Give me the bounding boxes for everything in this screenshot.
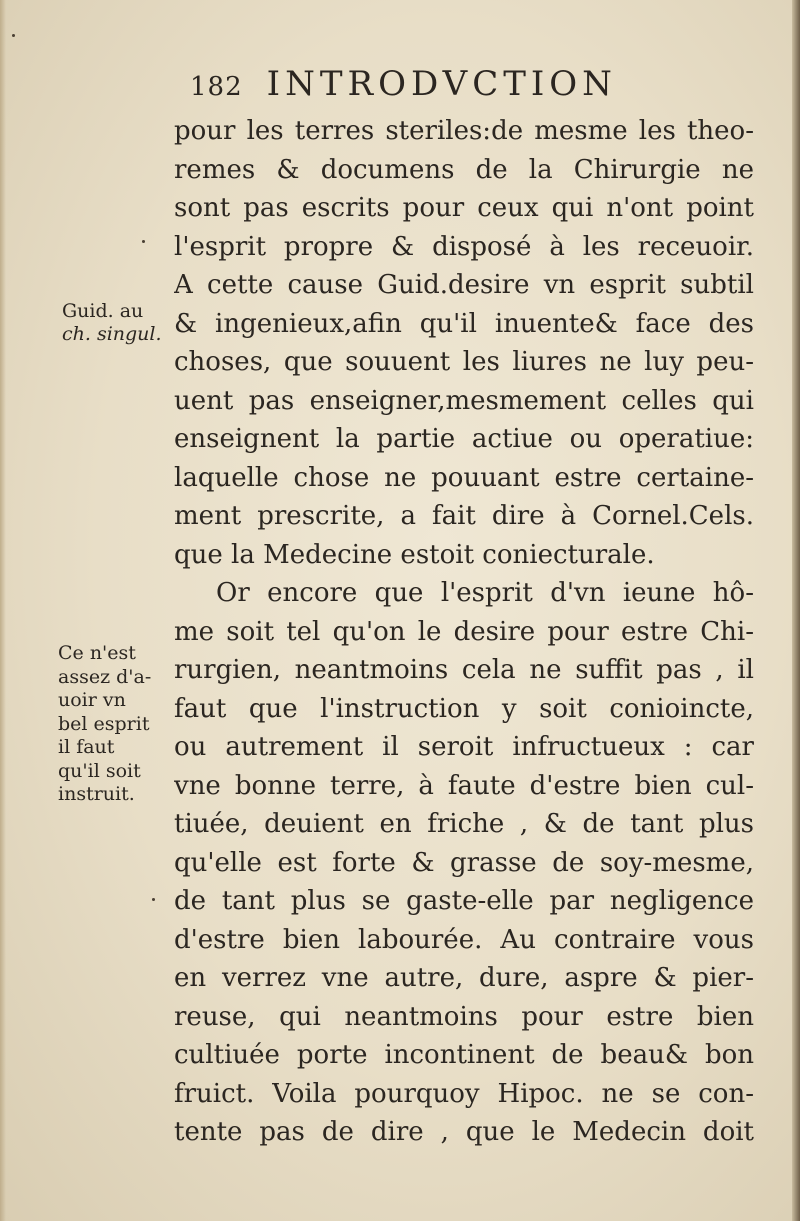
book-spine-shadow [792,0,800,1221]
text-line: fruict. Voila pourquoy Hipoc. ne se con- [174,1078,754,1109]
text-line: tente pas de dire , que le Medecin doit [174,1117,754,1147]
margin-note-line: il faut [58,736,115,758]
text-line: que la Medecine estoit coniecturale. [174,539,655,570]
margin-note-line: qu'il soit [58,759,141,782]
text-line: ou autrement il seroit infructueux : car [174,732,754,762]
text-line: sont pas escrits pour ceux qui n'ont point [174,193,754,223]
text-line: reuse, qui neantmoins pour estre bien [174,1001,754,1032]
page-left-edge [0,0,6,1221]
text-line: me soit tel qu'on le desire pour estre Chi- [174,616,754,647]
main-text-block [174,112,754,1152]
margin-note-line: instruit. [58,783,135,805]
text-line: & ingenieux,afin qu'il inuente& face des [174,308,754,339]
text-line: pour les terres steriles:de mesme les theo- [174,116,754,146]
ink-speck [152,898,155,901]
text-line: remes & documens de la Chirurgie ne [174,154,754,185]
text-line: uent pas enseigner,mesmement celles qui [174,385,754,416]
text-line: laquelle chose ne pouuant estre certaine- [174,462,754,493]
margin-note-line: bel esprit [58,712,150,735]
text-line: tiuée, deuient en friche , & de tant plus [174,809,754,839]
running-head: INTRODVCTION [266,64,617,104]
text-line: en verrez vne autre, dure, aspre & pier- [174,963,754,993]
page-header [190,64,750,110]
text-line: vne bonne terre, à faute d'estre bien cul- [174,770,754,801]
margin-note-line: ch. singul. [62,323,162,345]
text-line: qu'elle est forte & grasse de soy-mesme, [174,847,754,878]
text-line: A cette cause Guid.desire vn esprit subtil [174,270,754,300]
text-line: rurgien, neantmoins cela ne suffit pas , il [174,655,754,685]
margin-note-guid [62,300,162,346]
margin-note-line: Guid. au [62,300,144,322]
text-line: d'estre bien labourée. Au contraire vous [174,924,754,955]
ink-speck [142,240,145,243]
text-line: choses, que souuent les liures ne luy peu- [174,347,754,377]
margin-note-instruction [58,642,151,807]
margin-note-line: Ce n'est [58,642,136,664]
text-line: cultiuée porte incontinent de beau& bon [174,1040,754,1070]
text-line: Or encore que l'esprit d'vn ieune hô- [216,578,754,608]
ink-speck [12,34,15,37]
margin-note-line: assez d'a- [58,665,152,688]
text-line: faut que l'instruction y soit conioincte, [174,693,754,724]
text-line: de tant plus se gaste-elle par negligence [174,886,754,916]
margin-note-line: uoir vn [58,689,126,711]
text-line: ment prescrite, a fait dire à Cornel.Cels. [174,501,754,531]
text-line: enseignent la partie actiue ou operatiue: [174,424,754,454]
page-number: 182 [190,72,243,102]
text-line: l'esprit propre & disposé à les receuoir. [174,231,754,262]
